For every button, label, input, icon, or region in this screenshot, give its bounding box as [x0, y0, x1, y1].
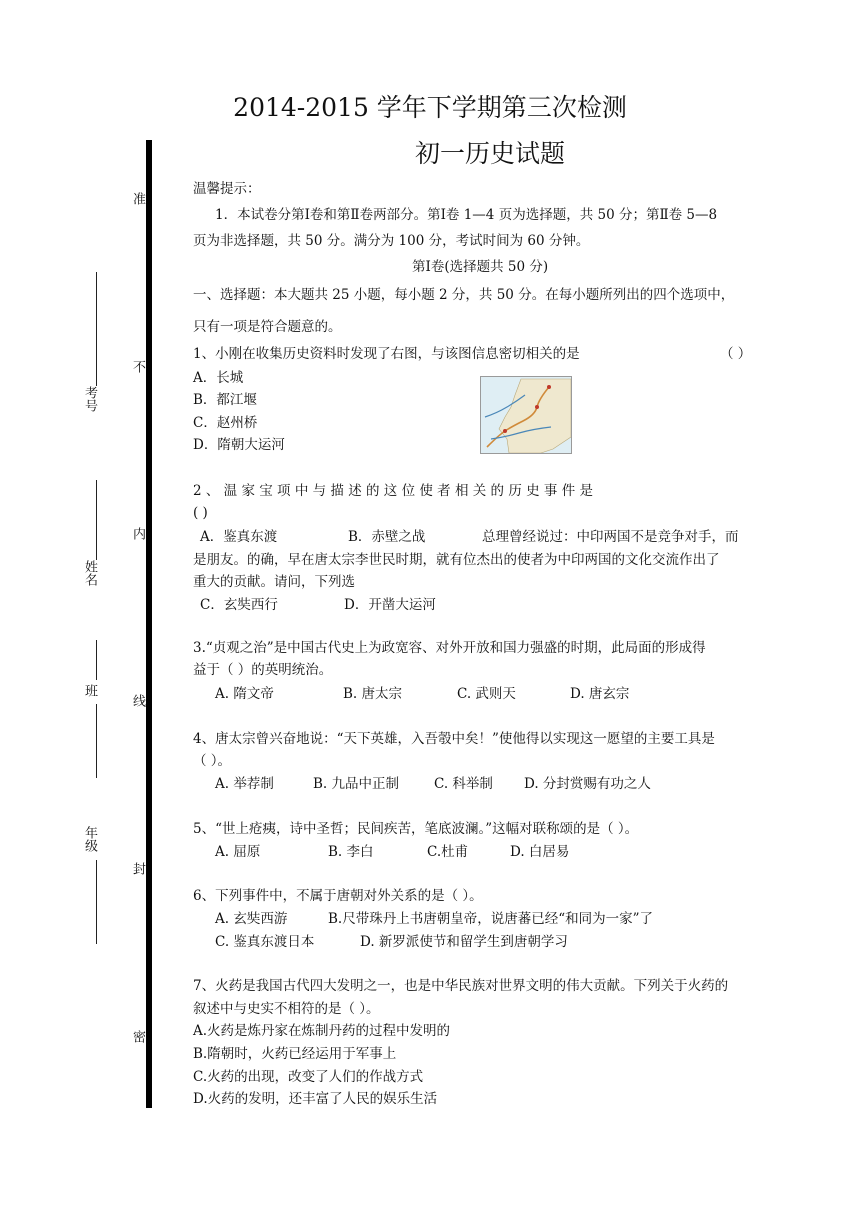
- option-item: B．赤壁之战: [348, 529, 426, 545]
- question-stem: 3.“贞观之治”是中国古代史上为政宽容、对外开放和国力强盛的时期，此局面的形成得: [193, 640, 706, 656]
- option-item: C.火药的出现，改变了人们的作战方式: [193, 1069, 424, 1085]
- question-stem: 叙述中与史实不相符的是（ ）。: [193, 1001, 380, 1017]
- class-label: 班: [82, 684, 97, 697]
- option-item: A. 屈原: [215, 844, 261, 860]
- notice-line: 页为非选择题，共 50 分。满分为 100 分，考试时间为 60 分钟。: [193, 233, 590, 249]
- exam-number-field-line[interactable]: [96, 272, 97, 386]
- exam-number-label: 考号: [82, 386, 97, 412]
- option-item: C. 科举制: [434, 776, 493, 792]
- option-item: D. 新罗派使节和留学生到唐朝学习: [360, 934, 568, 950]
- section-instructions: 一、选择题：本大题共 25 小题，每小题 2 分，共 50 分。在每小题所列出的四个选项中，: [193, 287, 735, 303]
- grand-canal-map-icon: [480, 376, 572, 454]
- option-item: A. 隋文帝: [215, 686, 274, 702]
- option-item: B. 李白: [328, 844, 374, 860]
- class-field-line-bottom[interactable]: [96, 704, 97, 778]
- answer-bracket: （ ）: [720, 346, 752, 362]
- seal-char: 内: [130, 527, 145, 540]
- name-field-line[interactable]: [96, 480, 97, 560]
- question-text: 是朋友。的确，早在唐太宗李世民时期，就有位杰出的使者为中印两国的文化交流作出了: [193, 552, 720, 568]
- grade-label: 年级: [82, 826, 97, 852]
- question-stem: 益于（ ）的英明统治。: [193, 662, 333, 678]
- grade-field-line[interactable]: [96, 860, 97, 944]
- option-item: B.隋朝时，火药已经运用于军事上: [193, 1046, 397, 1062]
- option-item: B. 九品中正制: [313, 776, 400, 792]
- option-item: D.火药的发明，还丰富了人民的娱乐生活: [193, 1091, 438, 1107]
- seal-char: 线: [130, 694, 145, 707]
- name-label: 姓名: [82, 560, 97, 586]
- binding-line: [146, 140, 152, 1108]
- class-field-line-top[interactable]: [96, 640, 97, 680]
- option-item: A. 举荐制: [215, 776, 274, 792]
- question-stem: 5、“世上疮痍，诗中圣哲；民间疾苦，笔底波澜。”这幅对联称颂的是（ ）。: [193, 821, 639, 837]
- seal-char: 密: [130, 1030, 145, 1043]
- option-item: A.火药是炼丹家在炼制丹药的过程中发明的: [193, 1023, 451, 1039]
- option-item: B. 唐太宗: [343, 686, 403, 702]
- option-item: C．赵州桥: [193, 415, 258, 431]
- option-item: D. 唐玄宗: [570, 686, 630, 702]
- answer-bracket: （ ）。: [193, 753, 232, 769]
- question-stem: 1、小刚在收集历史资料时发现了右图，与该图信息密切相关的是: [193, 346, 580, 362]
- option-item: A. 玄奘西游: [215, 911, 288, 927]
- option-item: B．都江堰: [193, 392, 257, 408]
- question-stem: 2 、 温 家 宝 项 中 与 描 述 的 这 位 使 者 相 关 的 历 史 事 件 是: [193, 483, 593, 499]
- seal-char: 不: [130, 360, 145, 373]
- seal-char: 准: [130, 192, 145, 205]
- notice-line: 1．本试卷分第Ⅰ卷和第Ⅱ卷两部分。第Ⅰ卷 1—4 页为选择题，共 50 分；第Ⅱ卷 5—8: [215, 207, 718, 223]
- option-item: A．鉴真东渡: [200, 529, 278, 545]
- option-item: C.杜甫: [427, 844, 469, 860]
- answer-bracket: ( ): [193, 505, 208, 521]
- option-item: C. 武则天: [457, 686, 516, 702]
- option-item: D. 分封赏赐有功之人: [524, 776, 651, 792]
- section-heading: 第Ⅰ卷(选择题共 50 分): [412, 259, 549, 275]
- question-stem: 4、唐太宗曾兴奋地说：“天下英雄，入吾彀中矣！”使他得以实现这一愿望的主要工具是: [193, 731, 715, 747]
- option-item: C．玄奘西行: [200, 597, 278, 613]
- page-title: 2014-2015 学年下学期第三次检测: [233, 93, 627, 122]
- option-item: D. 白居易: [510, 844, 570, 860]
- seal-char: 封: [130, 862, 145, 875]
- question-stem: 6、下列事件中，不属于唐朝对外关系的是（ ）。: [193, 888, 483, 904]
- page-subtitle: 初一历史试题: [414, 139, 565, 168]
- notice-label: 温馨提示：: [193, 181, 261, 197]
- option-item: C. 鉴真东渡日本: [215, 934, 315, 950]
- question-text: 总理曾经说过：中印两国不是竞争对手，而: [482, 529, 739, 545]
- section-instructions: 只有一项是符合题意的。: [193, 319, 342, 335]
- option-item: A．长城: [193, 370, 244, 386]
- question-text: 重大的贡献。请问，下列选: [193, 574, 355, 590]
- option-item: D．开凿大运河: [344, 597, 436, 613]
- option-item: B.尺带珠丹上书唐朝皇帝，说唐蕃已经“和同为一家”了: [328, 911, 654, 927]
- question-stem: 7、火药是我国古代四大发明之一，也是中华民族对世界文明的伟大贡献。下列关于火药的: [193, 978, 729, 994]
- option-item: D．隋朝大运河: [193, 437, 285, 453]
